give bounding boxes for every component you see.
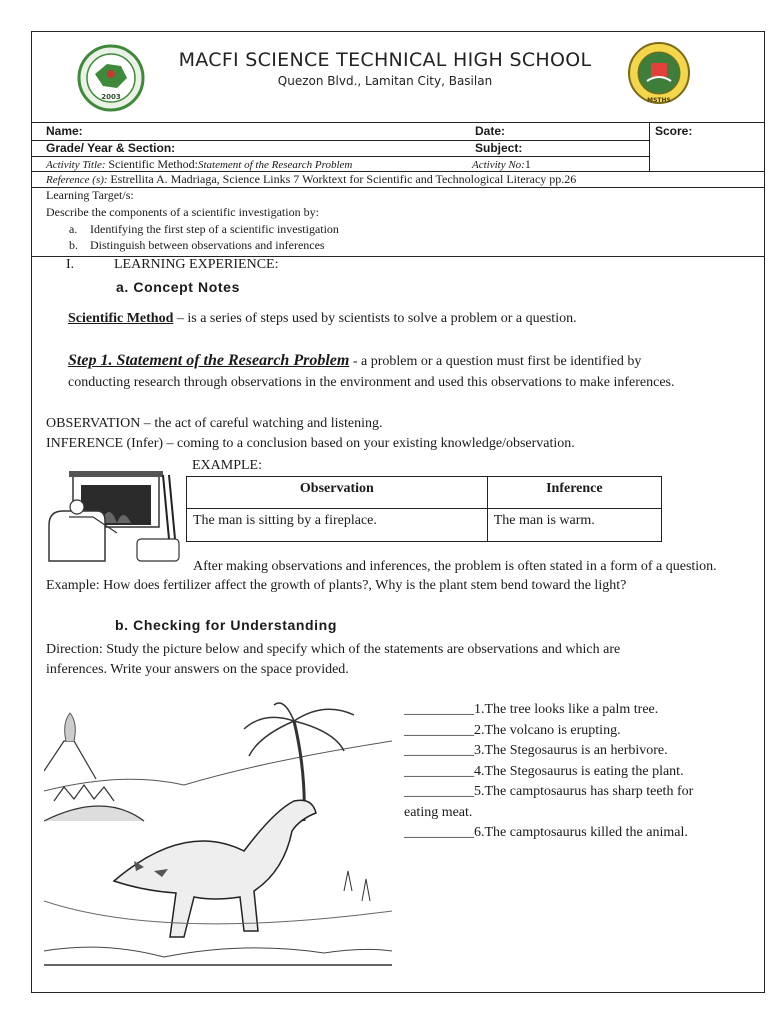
learning-target-heading: Learning Target/s: [46, 188, 134, 202]
step-one-paragraph: Step 1. Statement of the Research Problem - a problem or a question must first be identified by conducting research through observations in the environment and used this observations to make inferences. [68, 352, 675, 390]
reference: Reference (s): Estrellita A. Madriaga, Science Links 7 Worktext for Scientific and Technological Literacy pp.26 [46, 172, 577, 186]
school-seal-right [627, 39, 691, 107]
table-row [187, 509, 662, 542]
question-item[interactable]: __________4.The Stegosaurus is eating the plant. [404, 763, 684, 779]
table-header: Inference [487, 477, 661, 509]
question-item[interactable]: __________3.The Stegosaurus is an herbivore. [404, 743, 668, 758]
direction-line-1: Direction: Study the picture below and specify which of the statements are observations and which are [46, 642, 621, 657]
example-questions: Example: How does fertilizer affect the growth of plants?, Why is the plant stem bend toward the light? [46, 578, 627, 593]
scientific-method-definition: Scientific Method – is a series of steps used by scientists to solve a problem or a question. [68, 311, 577, 326]
question-item[interactable]: __________6.The camptosaurus killed the animal. [404, 825, 688, 840]
school-seal-left [77, 44, 145, 112]
school-address: Quezon Blvd., Lamitan City, Basilan [277, 74, 493, 88]
svg-text:2003: 2003 [101, 93, 121, 101]
learning-target-item: b. Distinguish between observations and inferences [69, 238, 325, 252]
concept-notes-heading: a. Concept Notes [116, 279, 240, 295]
date-label: Date: [475, 124, 506, 138]
activity-title: Activity Title: Scientific Method:Statement of the Research Problem [46, 157, 353, 171]
direction-line-2: inferences. Write your answers on the space provided. [46, 662, 349, 677]
question-item[interactable]: __________1.The tree looks like a palm tree. [404, 702, 659, 717]
after-observation-text: After making observations and inferences, the problem is often stated in a form of a question. [193, 559, 717, 574]
dinosaur-scene-illustration [44, 701, 392, 967]
grid-line [649, 122, 650, 171]
observation-definition: OBSERVATION – the act of careful watching and listening. [46, 416, 383, 431]
school-name: MACFI SCIENCE TECHNICAL HIGH SCHOOL [178, 49, 592, 71]
question-item[interactable]: __________5.The camptosaurus has sharp teeth for [404, 784, 694, 799]
name-label: Name: [46, 124, 83, 138]
question-item-continuation: eating meat. [404, 804, 473, 820]
checking-heading: b. Checking for Understanding [115, 617, 337, 633]
question-item[interactable]: __________2.The volcano is erupting. [404, 722, 621, 738]
section-numeral: I. [66, 257, 75, 272]
fireplace-illustration [45, 467, 181, 567]
grid-line [31, 122, 765, 123]
inference-definition: INFERENCE (Infer) – coming to a conclusion based on your existing knowledge/observation. [46, 436, 575, 451]
learning-target-intro: Describe the components of a scientific investigation by: [46, 205, 319, 219]
table-cell: The man is warm. [487, 509, 661, 542]
observation-inference-table [186, 476, 662, 542]
section-title: LEARNING EXPERIENCE: [114, 257, 279, 272]
table-header: Observation [187, 477, 488, 509]
score-label: Score: [655, 124, 693, 138]
example-label: EXAMPLE: [192, 458, 262, 473]
activity-number: Activity No:1 [472, 157, 531, 171]
grade-section-label: Grade/ Year & Section: [46, 141, 176, 155]
table-cell: The man is sitting by a fireplace. [187, 509, 488, 542]
grid-line [31, 187, 765, 188]
subject-label: Subject: [475, 141, 523, 155]
learning-target-item: a. Identifying the first step of a scientific investigation [69, 222, 339, 236]
svg-text:MSTHS: MSTHS [647, 97, 671, 104]
